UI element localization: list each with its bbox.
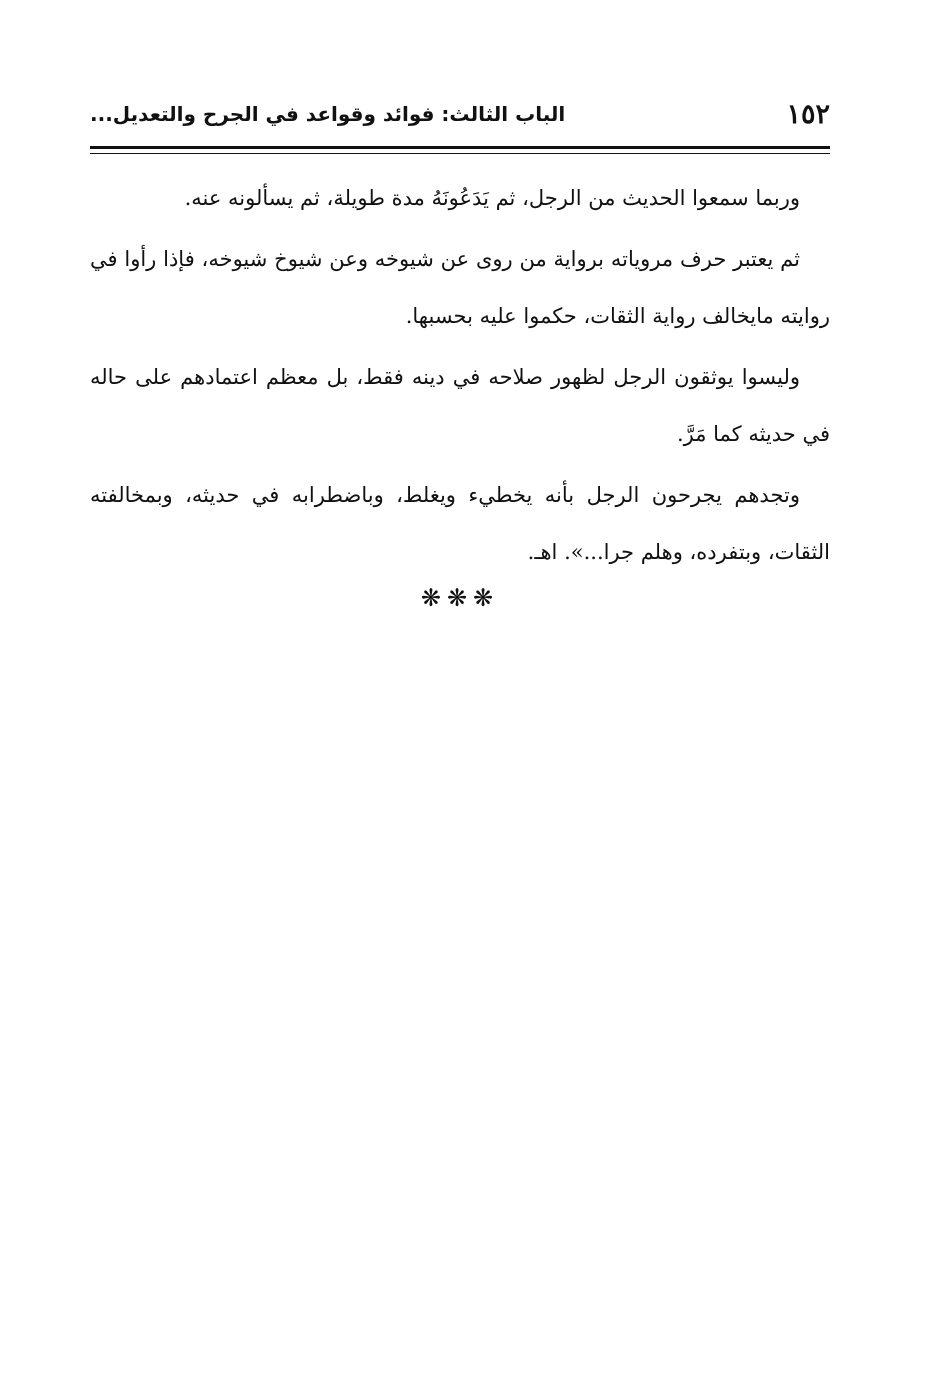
paragraph-1: وربما سمعوا الحديث من الرجل، ثم يَدَعُونَهُ مدة طويلة، ثم يسألونه عنه. [184,186,800,210]
paragraph-4: وتجدهم يجرحون الرجل بأنه يخطيء ويغلط، وباضطرابه في حديثه، وبمخالفته الثقات، وبتفرده، وهلم جرا...». اهـ. [90,483,830,564]
page-number: ١٥٢ [786,98,830,130]
header-rule-thick [90,146,830,149]
page-header [90,92,830,136]
running-title: الباب الثالث: فوائد وقواعد في الجرح والتعديل... [90,102,566,126]
body-text [90,170,830,581]
paragraph-2: ثم يعتبر حرف مروياته برواية من روى عن شيوخه وعن شيوخ شيوخه، فإذا رأوا في روايته مايخالف رواية الثقات، حكموا عليه بحسبها. [90,247,830,328]
section-separator: ❋❋❋ [420,584,500,612]
paragraph-3: وليسوا يوثقون الرجل لظهور صلاحه في دينه فقط، بل معظم اعتمادهم على حاله في حديثه كما مَرَّ. [90,365,830,446]
header-rule-thin [90,153,830,154]
